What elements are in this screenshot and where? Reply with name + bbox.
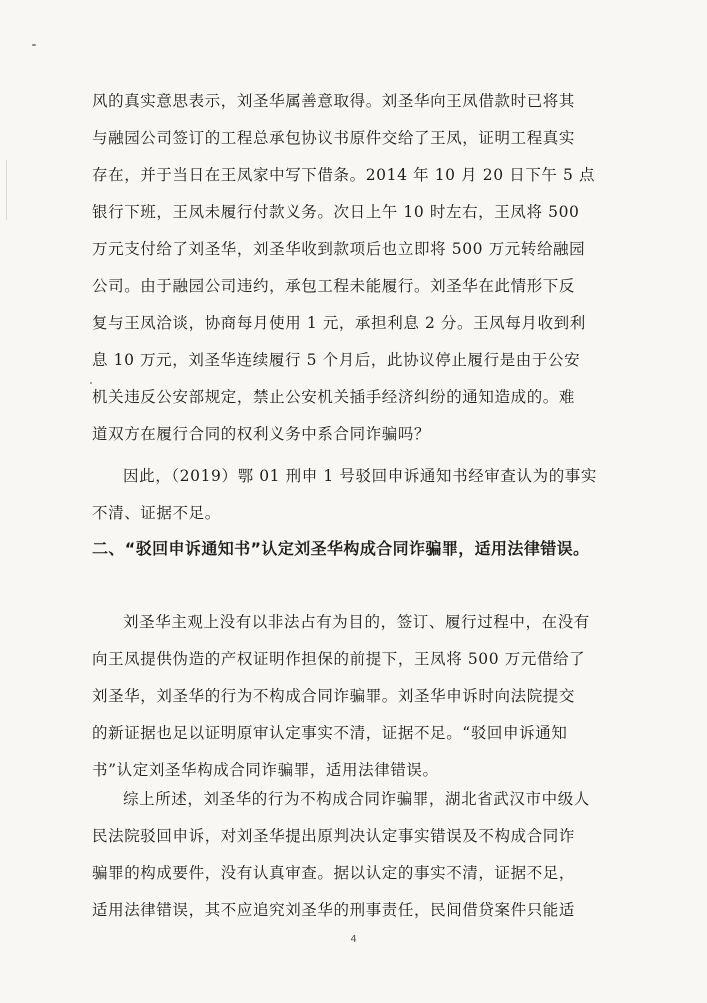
text-line: 机关违反公安部规定，禁止公安机关插手经济纠纷的通知造成的。难: [92, 388, 576, 406]
text-line: 息 10 万元，刘圣华连续履行 5 个月后，此协议停止履行是由于公安: [92, 351, 581, 369]
text-line: 刘圣华主观上没有以非法占有为目的，签订、履行过程中，在没有: [123, 613, 590, 631]
paragraph-continuation: [92, 83, 612, 453]
scan-speck: [32, 44, 36, 46]
page-number: 4: [350, 934, 357, 945]
text-line: 不清、证据不足。: [92, 504, 221, 522]
text-line: 书”认定刘圣华构成合同诈骗罪，适用法律错误。: [92, 761, 439, 779]
text-line: 综上所述，刘圣华的行为不构成合同诈骗罪，湖北省武汉市中级人: [123, 790, 590, 808]
text-line: 公司。由于融园公司违约，承包工程未能履行。刘圣华在此情形下反: [92, 277, 576, 295]
text-line: 道双方在履行合同的权利义务中系合同诈骗吗？: [92, 425, 431, 443]
text-line: 的新证据也足以证明原审认定事实不清，证据不足。“驳回申诉通知: [92, 724, 568, 742]
text-line: 适用法律错误，其不应追究刘圣华的刑事责任，民间借贷案件只能适: [92, 901, 576, 919]
text-line: 复与王凤洽谈，协商每月使用 1 元，承担利息 2 分。王凤每月收到利: [92, 314, 586, 332]
paragraph-summary: [92, 781, 612, 929]
paragraph-conclusion: [92, 458, 612, 532]
scan-speck: [6, 160, 7, 220]
text-line: 因此，（2019）鄂 01 刑申 1 号驳回申诉通知书经审查认为的事实: [123, 467, 597, 485]
text-line: 存在，并于当日在王凤家中写下借条。2014 年 10 月 20 日下午 5 点: [92, 166, 596, 184]
text-line: 向王凤提供伪造的产权证明作担保的前提下，王凤将 500 万元借给了: [92, 650, 586, 668]
text-line: 万元支付给了刘圣华，刘圣华收到款项后也立即将 500 万元转给融园: [92, 240, 586, 258]
text-line: 风的真实意思表示，刘圣华属善意取得。刘圣华向王凤借款时已将其: [92, 92, 576, 110]
text-line: 银行下班，王凤未履行付款义务。次日上午 10 时左右，王凤将 500: [92, 203, 580, 221]
text-line: 与融园公司签订的工程总承包协议书原件交给了王凤，证明工程真实: [92, 129, 576, 147]
section-heading: 二、“驳回申诉通知书”认定刘圣华构成合同诈骗罪，适用法律错误。: [92, 539, 590, 558]
text-line: 刘圣华，刘圣华的行为不构成合同诈骗罪。刘圣华申诉时向法院提交: [92, 687, 576, 705]
text-line: 骗罪的构成要件，没有认真审查。据以认定的事实不清，证据不足，: [92, 864, 576, 882]
paragraph-argument: [92, 604, 612, 789]
text-line: 民法院驳回申诉，对刘圣华提出原判决认定事实错误及不构成合同诈: [92, 827, 576, 845]
